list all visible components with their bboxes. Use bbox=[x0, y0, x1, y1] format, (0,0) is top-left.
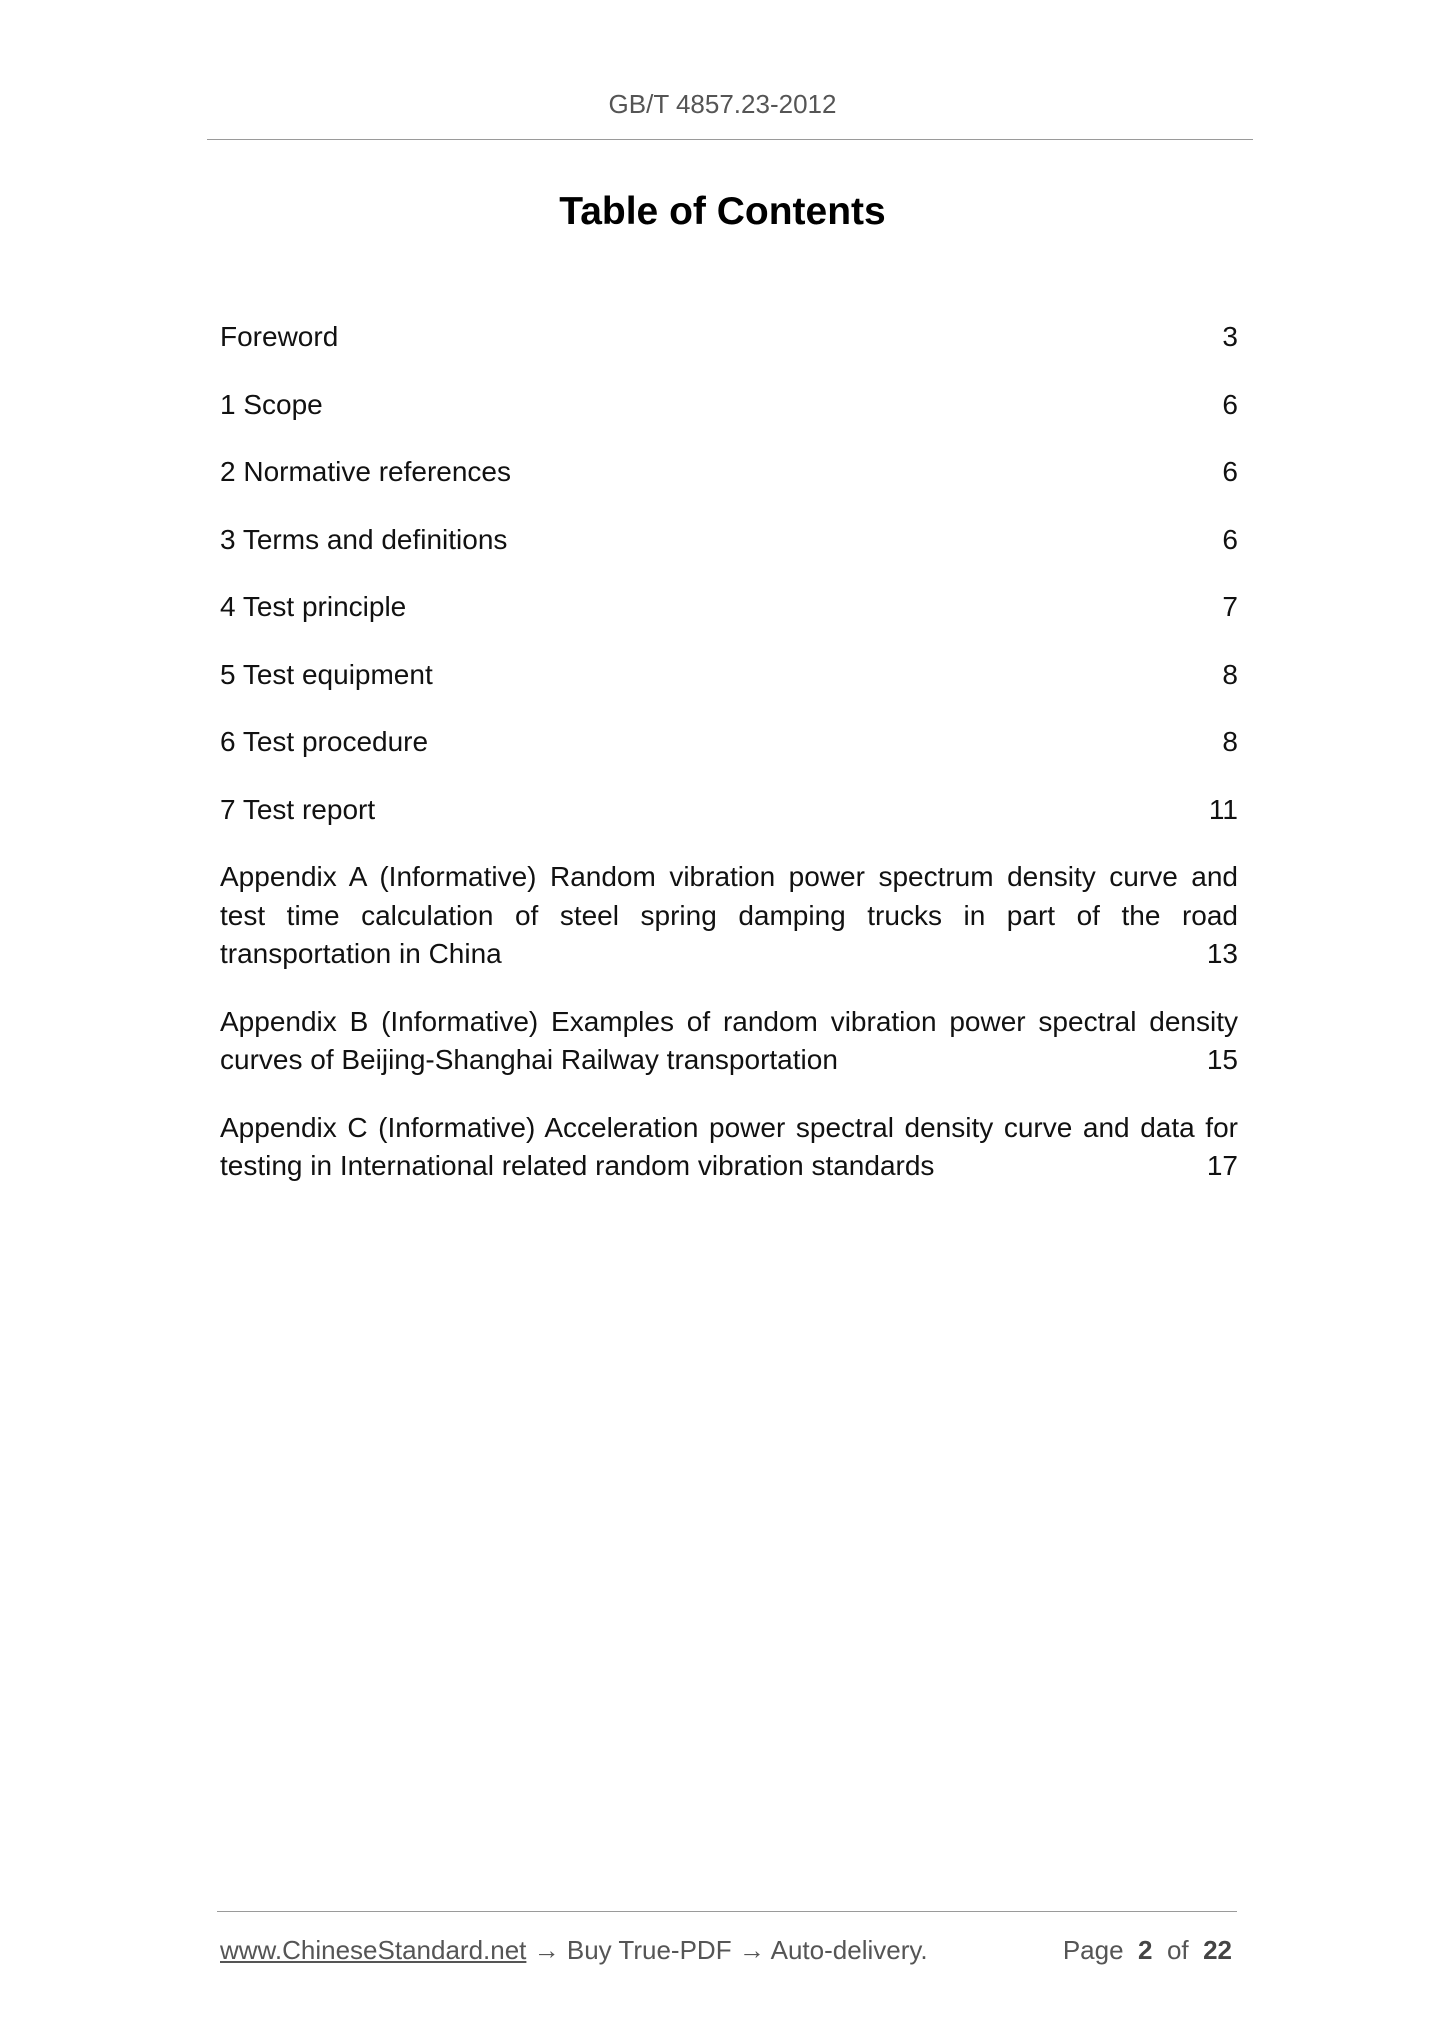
total-page-number: 22 bbox=[1203, 1935, 1232, 1965]
toc-entry-test-principle[interactable] bbox=[220, 588, 1238, 627]
toc-entry-test-equipment[interactable] bbox=[220, 656, 1238, 695]
toc-entry-normative-references[interactable] bbox=[220, 453, 1238, 492]
toc-entry-page: 17 bbox=[1203, 1147, 1238, 1186]
toc-entry-label: 4 Test principle bbox=[220, 591, 407, 622]
page-footer bbox=[220, 1932, 1232, 1968]
toc-entry-label: 3 Terms and definitions bbox=[220, 523, 508, 555]
footer-promo bbox=[220, 1932, 928, 1968]
toc-entry-page: 13 bbox=[1203, 935, 1238, 974]
toc-entry-label: 6 Test procedure bbox=[220, 726, 429, 757]
auto-delivery-text: Auto-delivery. bbox=[770, 1935, 928, 1965]
arrow-right-icon: → bbox=[738, 1935, 765, 1965]
toc-list bbox=[220, 318, 1238, 1215]
of-word: of bbox=[1166, 1935, 1189, 1965]
page-indicator bbox=[1063, 1932, 1232, 1968]
toc-entry-label: Appendix C (Informative) Acceleration power spectral density curve and data for testing in International related random vibration standards bbox=[220, 1111, 1238, 1181]
toc-entry-foreword[interactable] bbox=[220, 318, 1238, 357]
toc-entry-appendix-c[interactable] bbox=[220, 1109, 1238, 1186]
toc-entry-label: 2 Normative references bbox=[220, 456, 512, 487]
toc-entry-page: 6 bbox=[1218, 453, 1238, 492]
toc-entry-test-procedure[interactable] bbox=[220, 723, 1238, 762]
toc-entry-test-report[interactable] bbox=[220, 791, 1238, 830]
toc-entry-label: Foreword bbox=[220, 321, 339, 352]
toc-entry-label: Appendix A (Informative) Random vibration power spectrum density curve and test time calculation of steel spring damping trucks in part of the road transportation in China bbox=[220, 861, 1238, 969]
toc-entry-label: 5 Test equipment bbox=[220, 658, 433, 690]
toc-entry-terms-definitions[interactable] bbox=[220, 521, 1238, 560]
header-divider bbox=[207, 139, 1253, 140]
toc-entry-page: 8 bbox=[1218, 723, 1238, 762]
toc-entry-appendix-b[interactable] bbox=[220, 1003, 1238, 1080]
toc-title: Table of Contents bbox=[559, 190, 886, 233]
toc-entry-page: 8 bbox=[1218, 656, 1238, 695]
document-code-header: GB/T 4857.23-2012 bbox=[608, 89, 837, 119]
page-word: Page bbox=[1062, 1935, 1124, 1965]
toc-entry-label: 1 Scope bbox=[220, 388, 323, 420]
footer-divider bbox=[217, 1911, 1237, 1912]
arrow-right-icon: → bbox=[533, 1935, 560, 1965]
toc-entry-page: 6 bbox=[1218, 521, 1238, 560]
toc-entry-page: 15 bbox=[1203, 1041, 1238, 1080]
buy-true-pdf-text: Buy True-PDF bbox=[566, 1935, 732, 1965]
toc-entry-page: 11 bbox=[1205, 791, 1238, 830]
current-page-number: 2 bbox=[1138, 1935, 1153, 1965]
toc-entry-appendix-a[interactable] bbox=[220, 858, 1238, 974]
toc-entry-label: Appendix B (Informative) Examples of random vibration power spectral density curves of Beijing-Shanghai Railway transportation bbox=[220, 1005, 1238, 1075]
website-link[interactable]: www.ChineseStandard.net bbox=[220, 1935, 527, 1965]
toc-entry-label: 7 Test report bbox=[220, 793, 376, 825]
toc-entry-page: 6 bbox=[1218, 386, 1238, 425]
toc-entry-page: 7 bbox=[1218, 588, 1238, 627]
toc-entry-page: 3 bbox=[1218, 318, 1238, 357]
toc-entry-scope[interactable] bbox=[220, 386, 1238, 425]
